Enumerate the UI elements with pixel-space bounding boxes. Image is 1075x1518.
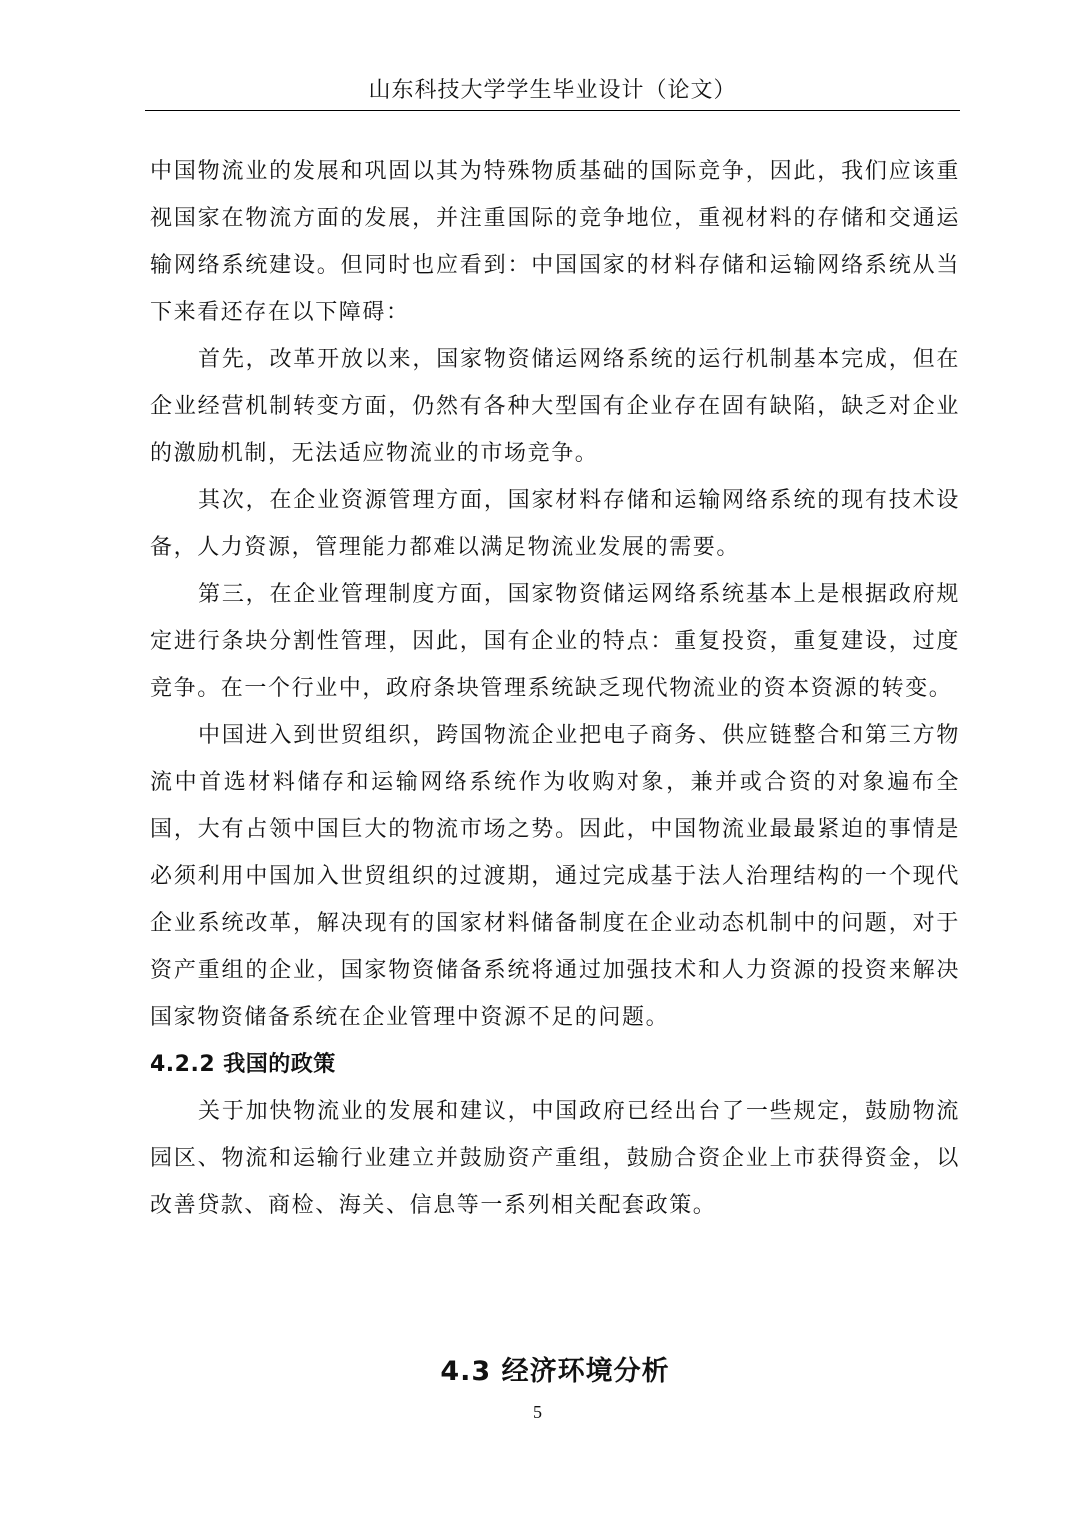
body-paragraph-5: 中国进入到世贸组织，跨国物流企业把电子商务、供应链整合和第三方物流中首选材料储存和运输网络系统作为收购对象，兼并或合资的对象遍布全国，大有占领中国巨大的物流市场之势。因此，中国物流业最最紧迫的事情是必须利用中国加入世贸组织的过渡期，通过完成基于法人治理结构的一个现代企业系统改革，解决现有的国家材料储备制度在企业动态机制中的问题，对于资产重组的企业，国家物资储备系统将通过加强技术和人力资源的投资来解决国家物资储备系统在企业管理中资源不足的问题。 [150,723,960,1030]
body-paragraph-2: 首先，改革开放以来，国家物资储运网络系统的运行机制基本完成，但在企业经营机制转变方面，仍然有各种大型国有企业存在固有缺陷，缺乏对企业的激励机制，无法适应物流业的市场竞争。 [150,347,960,466]
body-paragraph-4: 第三，在企业管理制度方面，国家物资储运网络系统基本上是根据政府规定进行条块分割性管理，因此，国有企业的特点：重复投资，重复建设，过度竞争。在一个行业中，政府条块管理系统缺乏现代物流业的资本资源的转变。 [150,582,960,701]
subsection-title: 4.2.2 我国的政策 [150,1052,336,1077]
body-paragraph-3: 其次，在企业资源管理方面，国家材料存储和运输网络系统的现有技术设备，人力资源，管理能力都难以满足物流业发展的需要。 [150,488,960,560]
subsection-paragraph: 关于加快物流业的发展和建议，中国政府已经出台了一些规定，鼓励物流园区、物流和运输行业建立并鼓励资产重组，鼓励合资企业上市获得资金，以改善贷款、商检、海关、信息等一系列相关配套政策。 [150,1099,960,1218]
section-title: 4.3 经济环境分析 [440,1356,670,1388]
page-header: 山东科技大学学生毕业设计（论文） [145,72,960,111]
page-number: 5 [533,1402,542,1422]
body-paragraph-1: 中国物流业的发展和巩固以其为特殊物质基础的国际竞争，因此，我们应该重视国家在物流方面的发展，并注重国际的竞争地位，重视材料的存储和交通运输网络系统建设。但同时也应看到：中国国家的材料存储和运输网络系统从当下来看还存在以下障碍： [150,159,960,325]
document-body [150,148,960,1229]
